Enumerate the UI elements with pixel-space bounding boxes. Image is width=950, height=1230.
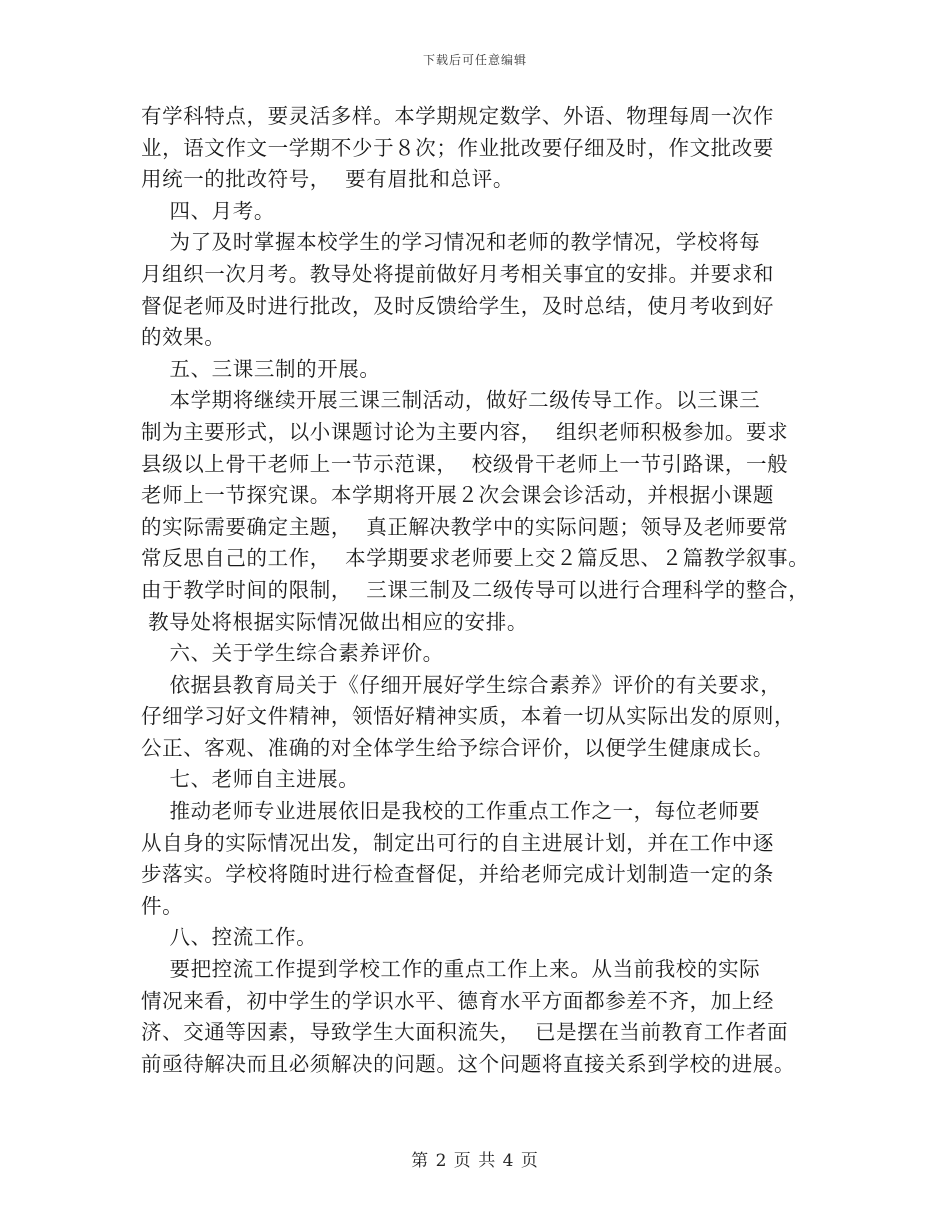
body-line: 仔细学习好文件精神，领悟好精神实质，本着一切从实际出发的原则，: [141, 704, 796, 729]
body-line: 推动老师专业进展依旧是我校的工作重点工作之一，每位老师要: [141, 799, 761, 824]
body-line: 为了及时掌握本校学生的学习情况和老师的教学情况，学校将每: [141, 230, 761, 255]
body-line: 县级以上骨干老师上一节示范课， 校级骨干老师上一节引路课，一般: [141, 451, 789, 476]
body-line: 常反思自己的工作， 本学期要求老师要上交２篇反思、２篇教学叙事。: [141, 546, 810, 571]
body-line: 教导处将根据实际情况做出相应的安排。: [141, 609, 528, 634]
body-line: 要把控流工作提到学校工作的重点工作上来。从当前我校的实际: [141, 957, 761, 982]
body-line: 用统一的批改符号， 要有眉批和总评。: [141, 167, 514, 192]
body-line: 老师上一节探究课。本学期将开展２次会课会诊活动，并根据小课题: [141, 483, 774, 508]
body-line: 的效果。: [141, 325, 226, 350]
section-heading: 八、控流工作。: [141, 925, 318, 950]
body-line: 步落实。学校将随时进行检查督促，并给老师完成计划制造一定的条: [141, 862, 774, 887]
body-line: 件。: [141, 893, 184, 918]
section-heading: 五、三课三制的开展。: [141, 356, 381, 381]
section-heading: 七、老师自主进展。: [141, 767, 360, 792]
body-line: 督促老师及时进行批改，及时反馈给学生，及时总结，使月考收到好: [141, 293, 774, 318]
section-heading: 四、月考。: [141, 198, 275, 223]
body-line: 的实际需要确定主题， 真正解决教学中的实际问题；领导及老师要常: [141, 514, 789, 539]
document-body: [141, 101, 817, 1080]
section-heading: 六、关于学生综合素养评价。: [141, 641, 444, 666]
body-line: 依据县教育局关于《仔细开展好学生综合素养》评价的有关要求，: [141, 672, 782, 697]
body-line: 有学科特点，要灵活多样。本学期规定数学、外语、物理每周一次作: [141, 104, 774, 128]
body-line: 业，语文作文一学期不少于８次；作业批改要仔细及时，作文批改要: [141, 135, 774, 160]
body-line: 济、交通等因素，导致学生大面积流失， 已是摆在当前教育工作者面: [141, 1020, 789, 1045]
body-line: 本学期将继续开展三课三制活动，做好二级传导工作。以三课三: [141, 388, 761, 413]
body-line: 制为主要形式，以小课题讨论为主要内容， 组织老师积极参加。要求: [141, 419, 789, 444]
page-number: 第 2 页 共 4 页: [411, 1151, 539, 1171]
page-header: 下载后可任意编辑: [422, 53, 527, 67]
body-line: 前亟待解决而且必须解决的问题。这个问题将直接关系到学校的进展。: [141, 1051, 796, 1076]
body-line: 由于教学时间的限制， 三课三制及二级传导可以进行合理科学的整合，: [141, 577, 810, 602]
body-line: 月组织一次月考。教导处将提前做好月考相关事宜的安排。并要求和: [141, 261, 774, 286]
body-line: 情况来看，初中学生的学识水平、德育水平方面都参差不齐，加上经: [141, 988, 774, 1013]
body-line: 从自身的实际情况出发，制定出可行的自主进展计划，并在工作中逐: [141, 830, 774, 855]
body-line: 公正、客观、准确的对全体学生给予综合评价，以便学生健康成长。: [141, 735, 774, 760]
